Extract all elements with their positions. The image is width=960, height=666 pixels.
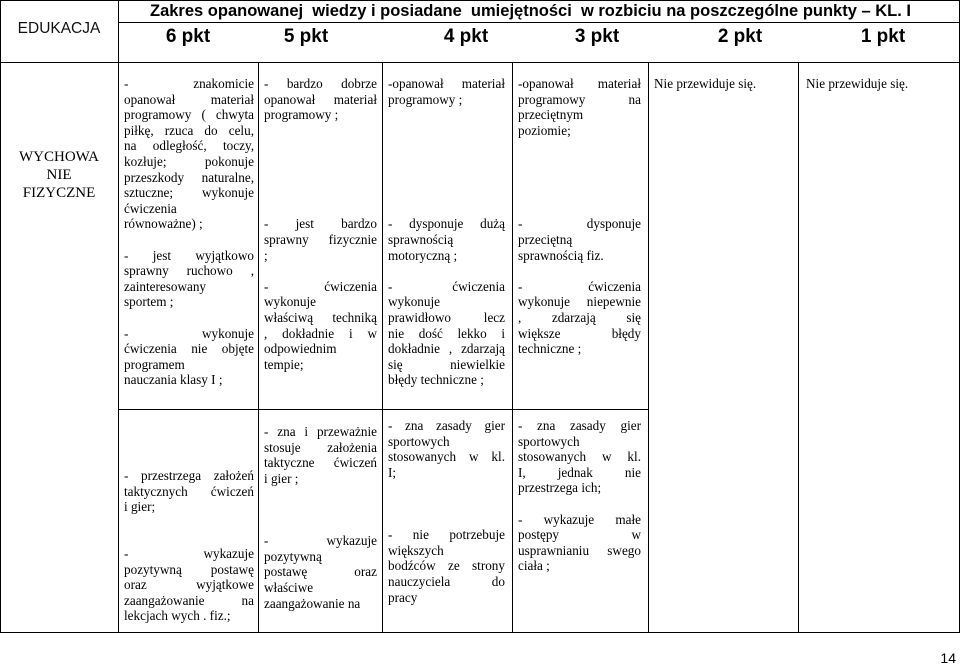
cell-line: techniczne ; — [518, 341, 582, 357]
cell-line: stosowanych w kl. — [388, 449, 505, 465]
cell-line: programowy na — [518, 91, 641, 107]
cell-row2-3pkt — [518, 418, 641, 574]
cell-line — [518, 185, 641, 201]
cell-line — [518, 154, 641, 170]
cell-line — [124, 232, 254, 248]
cell-line: - ćwiczenia — [388, 278, 505, 294]
cell-line: programowy ( chwyta — [124, 107, 254, 123]
cell-line — [388, 170, 505, 186]
cell-line: postępy w — [518, 527, 641, 543]
cell-line: sprawny fizycznie — [264, 231, 377, 247]
cell-line: i gier ; — [264, 470, 299, 486]
cell-line: sztuczne; wykonuje — [124, 185, 254, 201]
cell-line: i gier; — [124, 499, 156, 515]
cell-line: I; — [388, 464, 397, 480]
cell-line: stosuje założenia — [264, 439, 377, 455]
cell-row2-4pkt — [388, 418, 505, 605]
cell-line: taktycznych ćwiczeń — [124, 483, 254, 499]
cell-line: dokładnie , zdarzają — [388, 341, 505, 357]
cell-line: sportowych — [518, 433, 580, 449]
subject-label-line: NIE — [46, 167, 72, 183]
cell-line: ; — [264, 247, 268, 263]
cell-line: pozytywną — [264, 548, 322, 564]
cell-line — [518, 263, 641, 279]
cell-line — [264, 486, 377, 502]
cell-line: I, jednak nie — [518, 464, 641, 480]
cell-line: zainteresowany — [124, 278, 207, 294]
cell-line: bodźców ze strony — [388, 558, 505, 574]
cell-line: piłkę, rzuca do celu, — [124, 122, 254, 138]
subject-label-line: WYCHOWA — [19, 149, 99, 165]
cell-line — [388, 512, 505, 528]
cell-line: przeciętną — [518, 231, 573, 247]
grade-3-header: 3 pkt — [574, 26, 620, 47]
col-border-5 — [648, 62, 649, 633]
cell-line: błędy techniczne ; — [388, 372, 484, 388]
grade-2-header: 2 pkt — [717, 26, 763, 47]
cell-line: przeszkody naturalne, — [124, 169, 254, 185]
cell-line: - dysponuje — [518, 216, 641, 232]
cell-line: pracy — [388, 589, 418, 605]
cell-line — [518, 201, 641, 217]
cell-line — [388, 201, 505, 217]
cell-line: ćwiczenia nie objęte — [124, 341, 254, 357]
cell-line — [388, 185, 505, 201]
cell-line: prawidłowo lecz — [388, 309, 505, 325]
cell-line: -opanował materiał — [388, 76, 505, 91]
grade-5-header: 5 pkt — [283, 26, 329, 47]
cell-line: - przestrzega założeń — [124, 468, 254, 483]
cell-line: odpowiednim — [264, 341, 337, 357]
cell-line: -opanował materiał — [518, 76, 641, 91]
cell-line: równoważne) ; — [124, 216, 203, 232]
cell-line — [264, 154, 377, 170]
page-number: 14 — [940, 650, 956, 666]
cell-line: zaangażowanie na — [124, 592, 254, 608]
cell-line — [124, 515, 254, 531]
table-border-top — [0, 0, 960, 1]
col-border-0 — [0, 0, 1, 633]
cell-row1-2pkt: Nie przewiduje się. — [654, 76, 757, 91]
cell-line — [264, 185, 377, 201]
col-border-3 — [382, 62, 383, 633]
cell-line: programowy ; — [264, 107, 339, 123]
cell-row1-1pkt: Nie przewiduje się. — [806, 76, 909, 91]
cell-line: tempie; — [264, 356, 304, 372]
cell-line: sprawnością — [388, 231, 454, 247]
cell-line: sportem ; — [124, 294, 174, 310]
cell-line: - znakomicie — [124, 76, 254, 91]
cell-line: większe błędy — [518, 325, 641, 341]
cell-line: kozłuje; pokonuje — [124, 153, 254, 169]
cell-line: nie dość lekko i — [388, 325, 505, 341]
cell-line: - wykazuje — [124, 545, 254, 561]
cell-line: opanował materiał — [124, 91, 254, 107]
cell-line — [518, 138, 641, 154]
cell-line — [124, 530, 254, 546]
cell-line — [264, 138, 377, 154]
cell-line — [264, 502, 377, 518]
cell-line: właściwą techniką — [264, 309, 377, 325]
cell-line — [518, 170, 641, 186]
cell-line: motoryczną ; — [388, 247, 458, 263]
cell-line — [388, 480, 505, 496]
cell-line: na odległość, toczy, — [124, 138, 254, 154]
cell-line: postawę oraz — [264, 564, 377, 580]
cell-line — [264, 263, 377, 279]
cell-line: przestrzega ich; — [518, 480, 602, 496]
cell-line — [264, 201, 377, 217]
cell-line: sprawny ruchowo , — [124, 263, 254, 279]
cell-line: wykonuje — [264, 294, 317, 310]
cell-line: programem — [124, 356, 185, 372]
cell-line: opanował materiał — [264, 91, 377, 107]
cell-line — [388, 138, 505, 154]
cell-line: pozytywną postawę — [124, 561, 254, 577]
header-divider — [0, 62, 960, 63]
cell-line: - zna zasady gier — [388, 418, 505, 433]
col-border-2 — [258, 62, 259, 633]
grade-4-header: 4 pkt — [443, 26, 489, 47]
col-border-4 — [512, 62, 513, 633]
cell-line: ciała ; — [518, 558, 550, 574]
cell-line: większych — [388, 542, 444, 558]
cell-line: - jest wyjątkowo — [124, 247, 254, 263]
cell-row2-6pkt — [124, 468, 254, 624]
cell-line: - wykonuje — [124, 325, 254, 341]
cell-row1-3pkt — [518, 76, 641, 357]
cell-line — [388, 154, 505, 170]
cell-line — [264, 123, 377, 139]
cell-line: - zna i przeważnie — [264, 424, 377, 439]
cell-line: stosowanych w kl. — [518, 449, 641, 465]
cell-line — [388, 107, 505, 123]
cell-line: przeciętnym — [518, 107, 584, 123]
row-divider — [118, 409, 648, 410]
cell-line — [124, 310, 254, 326]
cell-line: nauczyciela do — [388, 573, 505, 589]
cell-line: - dysponuje dużą — [388, 216, 505, 232]
cell-line — [388, 496, 505, 512]
cell-line: - wykazuje — [264, 533, 377, 549]
cell-line — [264, 518, 377, 534]
cell-line: oraz wyjątkowe — [124, 577, 254, 593]
cell-line: , zdarzają się — [518, 309, 641, 325]
title-divider — [118, 22, 960, 23]
cell-line: wykonuje niepewnie — [518, 294, 641, 310]
col-border-1 — [118, 0, 119, 633]
col-border-6 — [798, 62, 799, 633]
cell-row1-4pkt — [388, 76, 505, 388]
cell-row1-5pkt — [264, 76, 377, 372]
cell-line: - ćwiczenia — [264, 278, 377, 294]
cell-line: - jest bardzo — [264, 216, 377, 232]
cell-line — [388, 123, 505, 139]
table-border-bottom — [0, 632, 960, 633]
cell-line: usprawnianiu swego — [518, 542, 641, 558]
cell-line: sprawnością fiz. — [518, 247, 604, 263]
cell-line: - bardzo dobrze — [264, 76, 377, 91]
cell-line: - zna zasady gier — [518, 418, 641, 433]
subject-label-line: FIZYCZNE — [22, 185, 96, 201]
cell-line: poziomie; — [518, 122, 571, 138]
cell-line — [264, 170, 377, 186]
grade-6-header: 6 pkt — [165, 26, 211, 47]
page-title: Zakres opanowanej wiedzy i posiadane umiejętności w rozbiciu na poszczególne punkty – KL. I — [150, 2, 911, 20]
cell-row1-6pkt — [124, 76, 254, 388]
cell-line: lekcjach wych . fiz.; — [124, 608, 231, 624]
cell-line: się niewielkie — [388, 356, 505, 372]
cell-line: taktyczne ćwiczeń — [264, 455, 377, 471]
subject-label — [0, 148, 118, 202]
cell-line — [518, 496, 641, 512]
cell-line: wykonuje — [388, 294, 441, 310]
cell-line: , dokładnie i w — [264, 325, 377, 341]
cell-line: programowy ; — [388, 91, 463, 107]
cell-line: - nie potrzebuje — [388, 527, 505, 543]
grade-1-header: 1 pkt — [860, 26, 906, 47]
cell-line: zaangażowanie na — [264, 595, 361, 611]
cell-line: ćwiczenia — [124, 200, 177, 216]
cell-line: nauczania klasy I ; — [124, 372, 223, 388]
cell-row2-5pkt — [264, 424, 377, 611]
cell-line: sportowych — [388, 433, 450, 449]
corner-label: EDUKACJA — [17, 20, 101, 37]
cell-line — [388, 263, 505, 279]
cell-line: - ćwiczenia — [518, 278, 641, 294]
cell-line: właściwe — [264, 579, 314, 595]
cell-line: - wykazuje małe — [518, 511, 641, 527]
